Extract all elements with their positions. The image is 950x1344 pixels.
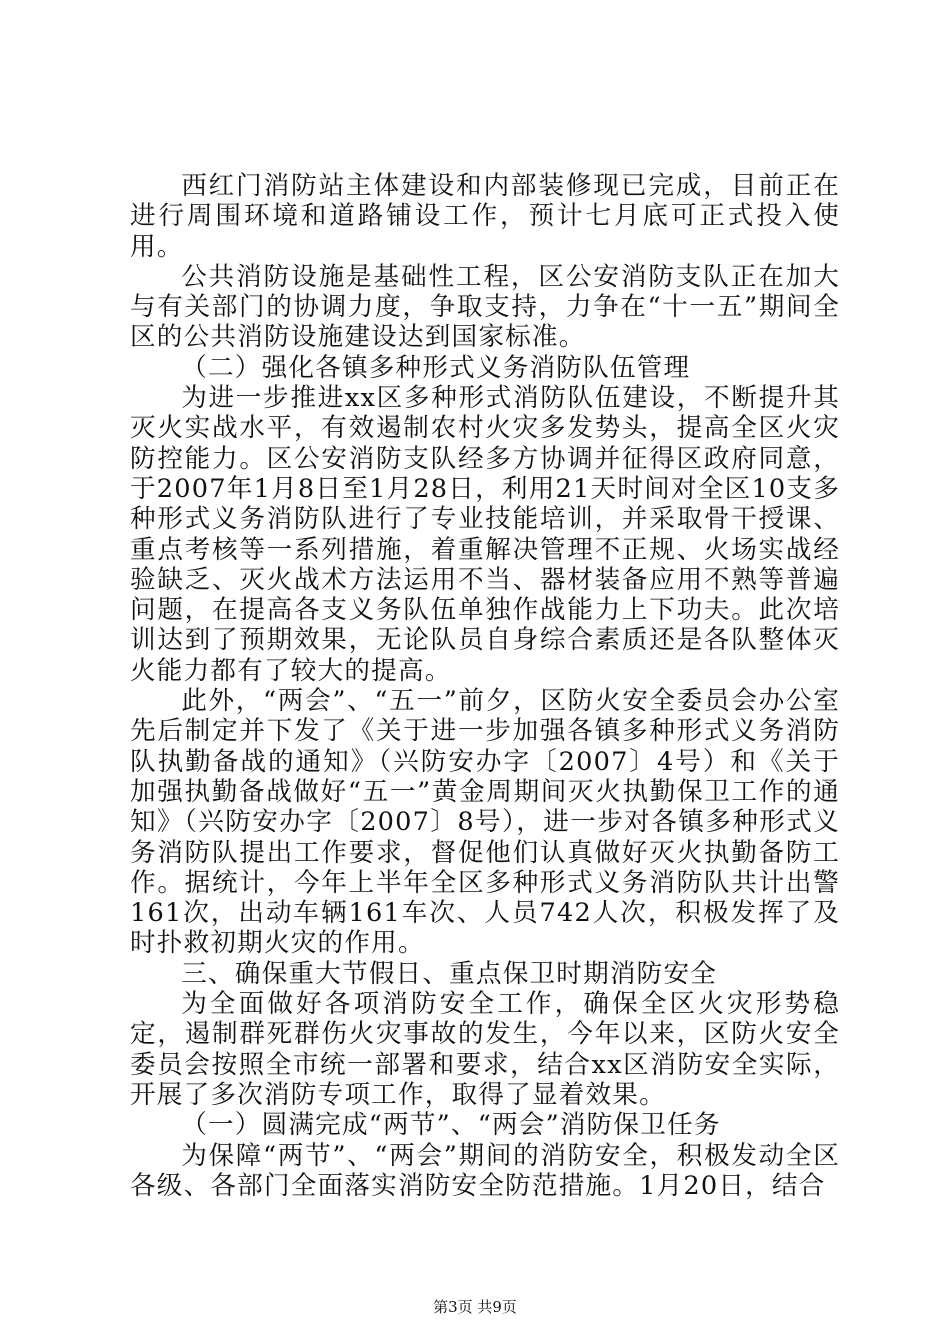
- paragraph-2: 公共消防设施是基础性工程，区公安消防支队正在加大与有关部门的协调力度，争取支持，力争在“十一五”期间全区的公共消防设施建设达到国家标准。: [130, 261, 840, 353]
- body-text: [130, 171, 840, 1201]
- section-heading-3: 三、确保重大节假日、重点保卫时期消防安全: [181, 958, 718, 989]
- section-heading-2: （二）强化各镇多种形式义务消防队伍管理: [181, 352, 691, 383]
- paragraph-1: 西红门消防站主体建设和内部装修现已完成，目前正在进行周围环境和道路铺设工作，预计七月底可正式投入使用。: [130, 171, 840, 262]
- paragraph-3: 为进一步推进xx区多种形式消防队伍建设，不断提升其灭火实战水平，有效遏制农村火灾多发势头，提高全区火灾防控能力。区公安消防支队经多方协调并征得区政府同意，于2007年1月8日至1月28日，利用21天时间对全区10支多种形式义务消防队进行了专业技能培训，并采取骨干授课、重点考核等一系列措施，着重解决管理不正规、火场实战经验缺乏、灭火战术方法运用不当、器材装备应用不熟等普遍问题，在提高各支义务队伍单独作战能力上下功夫。此次培训达到了预期效果，无论队员自身综合素质还是各队整体灭火能力都有了较大的提高。: [130, 383, 840, 686]
- page-number-footer: 第3页 共9页: [433, 1298, 517, 1316]
- section-heading-3-1: （一）圆满完成“两节”、“两会”消防保卫任务: [181, 1110, 721, 1141]
- paragraph-5: 为全面做好各项消防安全工作，确保全区火灾形势稳定，遏制群死群伤火灾事故的发生，今年以来，区防火安全委员会按照全市统一部署和要求，结合xx区消防安全实际，开展了多次消防专项工作，取得了显着效果。: [130, 989, 840, 1110]
- paragraph-4: 此外，“两会”、“五一”前夕，区防火安全委员会办公室先后制定并下发了《关于进一步加强各镇多种形式义务消防队执勤备战的通知》（兴防安办字〔2007〕4号）和《关于加强执勤备战做好“五一”黄金周期间灭火执勤保卫工作的通知》（兴防安办字〔2007〕8号），进一步对各镇多种形式义务消防队提出工作要求，督促他们认真做好灭火执勤备防工作。据统计，今年上半年全区多种形式义务消防队共计出警161次，出动车辆161车次、人员742人次，积极发挥了及时扑救初期火灾的作用。: [130, 686, 840, 959]
- paragraph-6: 为保障“两节”、“两会”期间的消防安全，积极发动全区各级、各部门全面落实消防安全防范措施。1月20日，结合: [130, 1140, 840, 1201]
